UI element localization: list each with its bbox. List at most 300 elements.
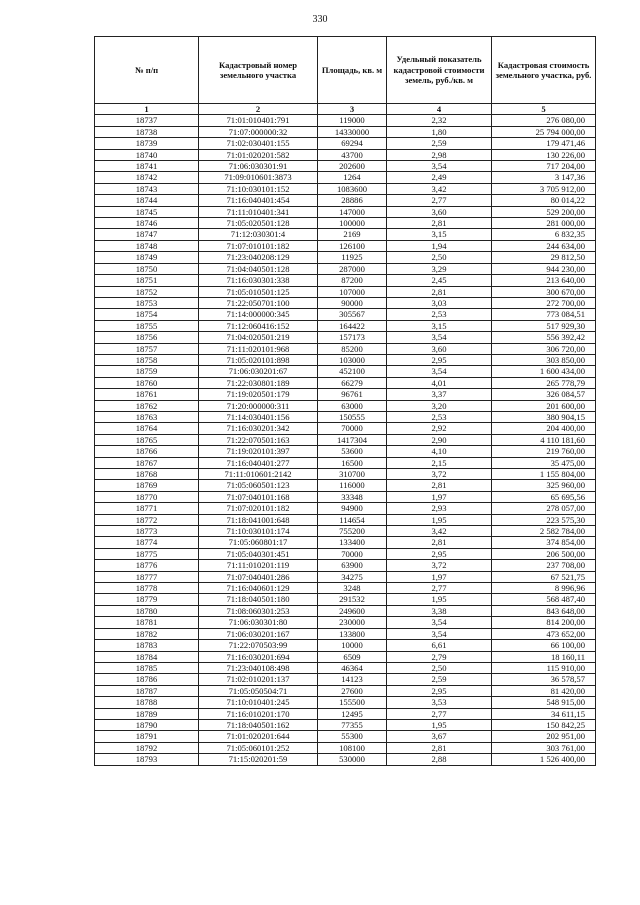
cell-cadastral-value: 529 200,00 <box>492 206 596 217</box>
cell-cadastral-value: 326 084,57 <box>492 389 596 400</box>
cell-area: 157173 <box>318 332 387 343</box>
cell-cadastral-number: 71:10:010401:245 <box>199 697 318 708</box>
cell-specific-value: 2,90 <box>387 434 492 445</box>
table-row <box>95 400 596 411</box>
cell-area: 14330000 <box>318 126 387 137</box>
cell-cadastral-number: 71:05:060801:17 <box>199 537 318 548</box>
cell-area: 100000 <box>318 218 387 229</box>
cell-cadastral-value: 380 904,15 <box>492 411 596 422</box>
cell-specific-value: 1,95 <box>387 514 492 525</box>
cell-row-number: 18755 <box>95 320 199 331</box>
table-row <box>95 719 596 730</box>
cell-area: 28886 <box>318 195 387 206</box>
cell-cadastral-number: 71:18:041001:648 <box>199 514 318 525</box>
table-row <box>95 537 596 548</box>
cell-specific-value: 3,72 <box>387 560 492 571</box>
cell-cadastral-number: 71:05:040301:451 <box>199 548 318 559</box>
table-row <box>95 229 596 240</box>
cell-cadastral-number: 71:10:030101:152 <box>199 183 318 194</box>
cell-specific-value: 2,95 <box>387 548 492 559</box>
cell-cadastral-value: 843 648,00 <box>492 605 596 616</box>
cell-row-number: 18783 <box>95 640 199 651</box>
table-row <box>95 309 596 320</box>
table-row <box>95 354 596 365</box>
cell-area: 452100 <box>318 366 387 377</box>
cell-cadastral-value: 18 160,11 <box>492 651 596 662</box>
cell-area: 70000 <box>318 548 387 559</box>
cell-cadastral-value: 272 700,00 <box>492 297 596 308</box>
table-row <box>95 697 596 708</box>
cell-cadastral-number: 71:22:050701:100 <box>199 297 318 308</box>
cell-cadastral-value: 303 850,00 <box>492 354 596 365</box>
cell-row-number: 18784 <box>95 651 199 662</box>
header-row-number: № п/п <box>95 37 199 104</box>
cell-row-number: 18737 <box>95 115 199 126</box>
cell-area: 16500 <box>318 457 387 468</box>
cell-cadastral-value: 281 000,00 <box>492 218 596 229</box>
cell-cadastral-value: 201 600,00 <box>492 400 596 411</box>
cell-area: 63000 <box>318 400 387 411</box>
cell-row-number: 18791 <box>95 731 199 742</box>
cell-specific-value: 2,81 <box>387 218 492 229</box>
cell-cadastral-value: 6 832,35 <box>492 229 596 240</box>
cell-cadastral-value: 1 600 434,00 <box>492 366 596 377</box>
cell-row-number: 18785 <box>95 662 199 673</box>
cell-specific-value: 3,54 <box>387 161 492 172</box>
cell-cadastral-value: 8 996,96 <box>492 583 596 594</box>
cell-row-number: 18771 <box>95 503 199 514</box>
cell-row-number: 18742 <box>95 172 199 183</box>
cell-cadastral-value: 219 760,00 <box>492 446 596 457</box>
table-row <box>95 149 596 160</box>
cell-row-number: 18740 <box>95 149 199 160</box>
cell-cadastral-value: 3 705 912,00 <box>492 183 596 194</box>
cell-area: 310700 <box>318 469 387 480</box>
cell-area: 43700 <box>318 149 387 160</box>
cell-specific-value: 1,80 <box>387 126 492 137</box>
cell-cadastral-value: 150 842,25 <box>492 719 596 730</box>
cell-area: 14123 <box>318 674 387 685</box>
cell-cadastral-number: 71:08:060301:253 <box>199 605 318 616</box>
cell-area: 103000 <box>318 354 387 365</box>
cell-row-number: 18776 <box>95 560 199 571</box>
cell-specific-value: 1,94 <box>387 240 492 251</box>
cell-specific-value: 3,15 <box>387 229 492 240</box>
cell-area: 6509 <box>318 651 387 662</box>
table-row <box>95 343 596 354</box>
cell-row-number: 18766 <box>95 446 199 457</box>
cell-cadastral-value: 80 014,22 <box>492 195 596 206</box>
cell-specific-value: 2,77 <box>387 583 492 594</box>
cell-cadastral-value: 65 695,56 <box>492 491 596 502</box>
cadastral-value-table <box>94 36 596 766</box>
cell-cadastral-value: 35 475,00 <box>492 457 596 468</box>
cell-cadastral-value: 265 778,79 <box>492 377 596 388</box>
cell-area: 90000 <box>318 297 387 308</box>
table-row <box>95 503 596 514</box>
cell-cadastral-number: 71:11:010201:119 <box>199 560 318 571</box>
table-row <box>95 628 596 639</box>
cell-row-number: 18738 <box>95 126 199 137</box>
cell-row-number: 18743 <box>95 183 199 194</box>
cell-specific-value: 2,79 <box>387 651 492 662</box>
page-number: 330 <box>312 14 328 25</box>
cell-row-number: 18754 <box>95 309 199 320</box>
cell-row-number: 18787 <box>95 685 199 696</box>
cell-row-number: 18765 <box>95 434 199 445</box>
cell-specific-value: 6,61 <box>387 640 492 651</box>
table-row <box>95 526 596 537</box>
cell-cadastral-number: 71:12:060416:152 <box>199 320 318 331</box>
cell-row-number: 18747 <box>95 229 199 240</box>
cell-area: 94900 <box>318 503 387 514</box>
cell-cadastral-value: 244 634,00 <box>492 240 596 251</box>
cell-row-number: 18790 <box>95 719 199 730</box>
column-index: 5 <box>492 104 596 115</box>
cell-area: 1417304 <box>318 434 387 445</box>
cell-area: 85200 <box>318 343 387 354</box>
table-row <box>95 617 596 628</box>
cell-cadastral-value: 276 080,00 <box>492 115 596 126</box>
cell-area: 87200 <box>318 275 387 286</box>
cell-cadastral-value: 814 200,00 <box>492 617 596 628</box>
header-specific-value: Удельный показатель кадастровой стоимости земель, руб./кв. м <box>387 37 492 104</box>
table-row <box>95 662 596 673</box>
table-row <box>95 674 596 685</box>
cell-cadastral-value: 374 854,00 <box>492 537 596 548</box>
cell-cadastral-number: 71:05:020501:128 <box>199 218 318 229</box>
cell-row-number: 18782 <box>95 628 199 639</box>
cell-specific-value: 2,50 <box>387 662 492 673</box>
cell-cadastral-number: 71:12:030301:4 <box>199 229 318 240</box>
table-row <box>95 218 596 229</box>
cell-cadastral-number: 71:07:000000:32 <box>199 126 318 137</box>
cell-area: 150555 <box>318 411 387 422</box>
cell-area: 107000 <box>318 286 387 297</box>
cell-cadastral-value: 206 500,00 <box>492 548 596 559</box>
cell-area: 155500 <box>318 697 387 708</box>
cell-row-number: 18781 <box>95 617 199 628</box>
cell-row-number: 18768 <box>95 469 199 480</box>
cell-row-number: 18750 <box>95 263 199 274</box>
cell-cadastral-number: 71:11:010601:2142 <box>199 469 318 480</box>
cell-cadastral-number: 71:07:020101:182 <box>199 503 318 514</box>
table-row <box>95 731 596 742</box>
cell-row-number: 18772 <box>95 514 199 525</box>
cell-area: 230000 <box>318 617 387 628</box>
cell-cadastral-number: 71:07:040401:286 <box>199 571 318 582</box>
table-row <box>95 742 596 753</box>
cell-specific-value: 4,10 <box>387 446 492 457</box>
cell-specific-value: 2,81 <box>387 742 492 753</box>
table-row <box>95 206 596 217</box>
cell-cadastral-number: 71:05:010501:125 <box>199 286 318 297</box>
table-row <box>95 297 596 308</box>
cell-row-number: 18769 <box>95 480 199 491</box>
cell-row-number: 18739 <box>95 138 199 149</box>
cell-cadastral-number: 71:10:030101:174 <box>199 526 318 537</box>
cell-area: 53600 <box>318 446 387 457</box>
cell-specific-value: 3,53 <box>387 697 492 708</box>
table-row <box>95 480 596 491</box>
cell-specific-value: 3,42 <box>387 526 492 537</box>
cell-specific-value: 2,59 <box>387 674 492 685</box>
cell-cadastral-number: 71:04:040501:128 <box>199 263 318 274</box>
cell-specific-value: 1,95 <box>387 719 492 730</box>
cell-row-number: 18752 <box>95 286 199 297</box>
cell-specific-value: 2,95 <box>387 354 492 365</box>
cell-cadastral-value: 36 578,57 <box>492 674 596 685</box>
table-row <box>95 491 596 502</box>
cell-cadastral-value: 4 110 181,60 <box>492 434 596 445</box>
cell-specific-value: 1,97 <box>387 491 492 502</box>
cell-cadastral-value: 67 521,75 <box>492 571 596 582</box>
cell-area: 116000 <box>318 480 387 491</box>
cell-cadastral-value: 303 761,00 <box>492 742 596 753</box>
cell-specific-value: 2,81 <box>387 480 492 491</box>
cell-cadastral-value: 1 155 804,00 <box>492 469 596 480</box>
cell-specific-value: 2,15 <box>387 457 492 468</box>
cell-cadastral-number: 71:16:040601:129 <box>199 583 318 594</box>
cell-area: 12495 <box>318 708 387 719</box>
cell-specific-value: 2,59 <box>387 138 492 149</box>
cell-row-number: 18775 <box>95 548 199 559</box>
cell-row-number: 18779 <box>95 594 199 605</box>
cell-cadastral-value: 202 951,00 <box>492 731 596 742</box>
cell-cadastral-number: 71:11:010401:341 <box>199 206 318 217</box>
cell-area: 33348 <box>318 491 387 502</box>
cell-area: 249600 <box>318 605 387 616</box>
cell-area: 70000 <box>318 423 387 434</box>
table-row <box>95 115 596 126</box>
cell-cadastral-number: 71:01:010401:791 <box>199 115 318 126</box>
cell-specific-value: 3,72 <box>387 469 492 480</box>
cell-specific-value: 3,37 <box>387 389 492 400</box>
cell-specific-value: 3,42 <box>387 183 492 194</box>
cell-cadastral-value: 473 652,00 <box>492 628 596 639</box>
cell-row-number: 18789 <box>95 708 199 719</box>
table-row <box>95 548 596 559</box>
cell-specific-value: 3,60 <box>387 206 492 217</box>
header-cadastral-value: Кадастровая стоимость земельного участка, руб. <box>492 37 596 104</box>
table-row <box>95 332 596 343</box>
table-row <box>95 240 596 251</box>
cell-row-number: 18763 <box>95 411 199 422</box>
cell-cadastral-number: 71:23:040108:498 <box>199 662 318 673</box>
cell-area: 530000 <box>318 754 387 765</box>
cell-row-number: 18762 <box>95 400 199 411</box>
cell-row-number: 18760 <box>95 377 199 388</box>
cell-cadastral-number: 71:16:010201:170 <box>199 708 318 719</box>
cell-area: 1264 <box>318 172 387 183</box>
header-cadastral-number: Кадастровый номер земельного участка <box>199 37 318 104</box>
cell-cadastral-number: 71:05:060101:252 <box>199 742 318 753</box>
cell-specific-value: 3,67 <box>387 731 492 742</box>
cell-cadastral-number: 71:16:030201:342 <box>199 423 318 434</box>
cell-cadastral-number: 71:05:050504:71 <box>199 685 318 696</box>
cell-area: 114654 <box>318 514 387 525</box>
cell-specific-value: 3,54 <box>387 332 492 343</box>
cell-row-number: 18757 <box>95 343 199 354</box>
cell-cadastral-value: 223 575,30 <box>492 514 596 525</box>
cell-row-number: 18741 <box>95 161 199 172</box>
cell-specific-value: 4,01 <box>387 377 492 388</box>
cell-row-number: 18756 <box>95 332 199 343</box>
cell-cadastral-value: 944 230,00 <box>492 263 596 274</box>
cell-row-number: 18774 <box>95 537 199 548</box>
table-row <box>95 754 596 765</box>
cell-row-number: 18753 <box>95 297 199 308</box>
cell-area: 291532 <box>318 594 387 605</box>
cell-specific-value: 2,98 <box>387 149 492 160</box>
table-row <box>95 389 596 400</box>
cell-area: 202600 <box>318 161 387 172</box>
cell-row-number: 18792 <box>95 742 199 753</box>
cell-specific-value: 2,50 <box>387 252 492 263</box>
cell-cadastral-number: 71:20:000000:311 <box>199 400 318 411</box>
cell-row-number: 18749 <box>95 252 199 263</box>
cell-area: 77355 <box>318 719 387 730</box>
table-row <box>95 457 596 468</box>
cell-specific-value: 3,54 <box>387 628 492 639</box>
cell-area: 11925 <box>318 252 387 263</box>
cell-area: 108100 <box>318 742 387 753</box>
cell-row-number: 18758 <box>95 354 199 365</box>
cell-specific-value: 2,53 <box>387 411 492 422</box>
cell-row-number: 18748 <box>95 240 199 251</box>
cell-row-number: 18751 <box>95 275 199 286</box>
cell-cadastral-number: 71:19:020501:179 <box>199 389 318 400</box>
cell-cadastral-number: 71:01:020201:644 <box>199 731 318 742</box>
cell-specific-value: 2,49 <box>387 172 492 183</box>
cell-specific-value: 2,45 <box>387 275 492 286</box>
cell-cadastral-number: 71:09:010601:3873 <box>199 172 318 183</box>
cell-cadastral-number: 71:07:010101:182 <box>199 240 318 251</box>
cell-row-number: 18777 <box>95 571 199 582</box>
column-index: 3 <box>318 104 387 115</box>
cell-row-number: 18778 <box>95 583 199 594</box>
cell-cadastral-number: 71:11:020101:968 <box>199 343 318 354</box>
column-index: 1 <box>95 104 199 115</box>
cell-cadastral-number: 71:05:060501:123 <box>199 480 318 491</box>
cell-row-number: 18767 <box>95 457 199 468</box>
table-row <box>95 195 596 206</box>
cell-row-number: 18761 <box>95 389 199 400</box>
cell-area: 119000 <box>318 115 387 126</box>
cell-specific-value: 2,93 <box>387 503 492 514</box>
table-row <box>95 651 596 662</box>
table-row <box>95 320 596 331</box>
cell-area: 133800 <box>318 628 387 639</box>
table-row <box>95 571 596 582</box>
cell-cadastral-number: 71:06:030301:91 <box>199 161 318 172</box>
cell-cadastral-value: 179 471,46 <box>492 138 596 149</box>
cell-row-number: 18788 <box>95 697 199 708</box>
table-row <box>95 275 596 286</box>
cell-area: 126100 <box>318 240 387 251</box>
table-row <box>95 286 596 297</box>
cell-cadastral-number: 71:02:010201:137 <box>199 674 318 685</box>
cell-row-number: 18759 <box>95 366 199 377</box>
table-row <box>95 685 596 696</box>
cell-cadastral-value: 773 084,51 <box>492 309 596 320</box>
cell-specific-value: 2,81 <box>387 286 492 297</box>
cell-cadastral-value: 517 929,30 <box>492 320 596 331</box>
cell-area: 10000 <box>318 640 387 651</box>
cell-cadastral-number: 71:14:000000:345 <box>199 309 318 320</box>
cell-row-number: 18746 <box>95 218 199 229</box>
cell-cadastral-number: 71:16:030301:338 <box>199 275 318 286</box>
table-row <box>95 183 596 194</box>
cell-cadastral-value: 237 708,00 <box>492 560 596 571</box>
cell-cadastral-value: 29 812,50 <box>492 252 596 263</box>
cell-specific-value: 3,60 <box>387 343 492 354</box>
cell-cadastral-number: 71:23:040208:129 <box>199 252 318 263</box>
cell-area: 133400 <box>318 537 387 548</box>
table-row <box>95 469 596 480</box>
cell-cadastral-value: 3 147,36 <box>492 172 596 183</box>
cell-row-number: 18773 <box>95 526 199 537</box>
table-row <box>95 605 596 616</box>
cell-area: 2169 <box>318 229 387 240</box>
cell-specific-value: 3,38 <box>387 605 492 616</box>
cell-cadastral-number: 71:04:020501:219 <box>199 332 318 343</box>
cell-specific-value: 3,15 <box>387 320 492 331</box>
cell-cadastral-value: 548 915,00 <box>492 697 596 708</box>
table-header-row <box>95 37 596 104</box>
cell-specific-value: 2,95 <box>387 685 492 696</box>
cell-cadastral-number: 71:18:040501:180 <box>199 594 318 605</box>
table-row <box>95 126 596 137</box>
cell-cadastral-number: 71:06:030201:167 <box>199 628 318 639</box>
cell-specific-value: 2,77 <box>387 195 492 206</box>
table-row <box>95 172 596 183</box>
cell-specific-value: 3,54 <box>387 617 492 628</box>
cell-specific-value: 2,88 <box>387 754 492 765</box>
cell-row-number: 18780 <box>95 605 199 616</box>
cell-area: 46364 <box>318 662 387 673</box>
cell-area: 96761 <box>318 389 387 400</box>
cell-area: 63900 <box>318 560 387 571</box>
cell-cadastral-value: 325 960,00 <box>492 480 596 491</box>
cell-specific-value: 3,29 <box>387 263 492 274</box>
cell-area: 755200 <box>318 526 387 537</box>
cell-row-number: 18744 <box>95 195 199 206</box>
table-row <box>95 446 596 457</box>
cell-specific-value: 1,95 <box>387 594 492 605</box>
cell-area: 1083600 <box>318 183 387 194</box>
cell-cadastral-value: 300 670,00 <box>492 286 596 297</box>
cell-cadastral-value: 1 526 400,00 <box>492 754 596 765</box>
cell-specific-value: 1,97 <box>387 571 492 582</box>
table-row <box>95 411 596 422</box>
cell-row-number: 18745 <box>95 206 199 217</box>
table-row <box>95 640 596 651</box>
cell-cadastral-number: 71:14:030401:156 <box>199 411 318 422</box>
cell-row-number: 18793 <box>95 754 199 765</box>
table-row <box>95 366 596 377</box>
cell-cadastral-value: 278 057,00 <box>492 503 596 514</box>
cell-row-number: 18786 <box>95 674 199 685</box>
table-row <box>95 594 596 605</box>
cell-row-number: 18770 <box>95 491 199 502</box>
cell-cadastral-value: 556 392,42 <box>492 332 596 343</box>
cell-cadastral-number: 71:22:070501:163 <box>199 434 318 445</box>
cell-specific-value: 3,20 <box>387 400 492 411</box>
table-row <box>95 377 596 388</box>
cell-cadastral-value: 568 487,40 <box>492 594 596 605</box>
cell-cadastral-value: 34 611,15 <box>492 708 596 719</box>
